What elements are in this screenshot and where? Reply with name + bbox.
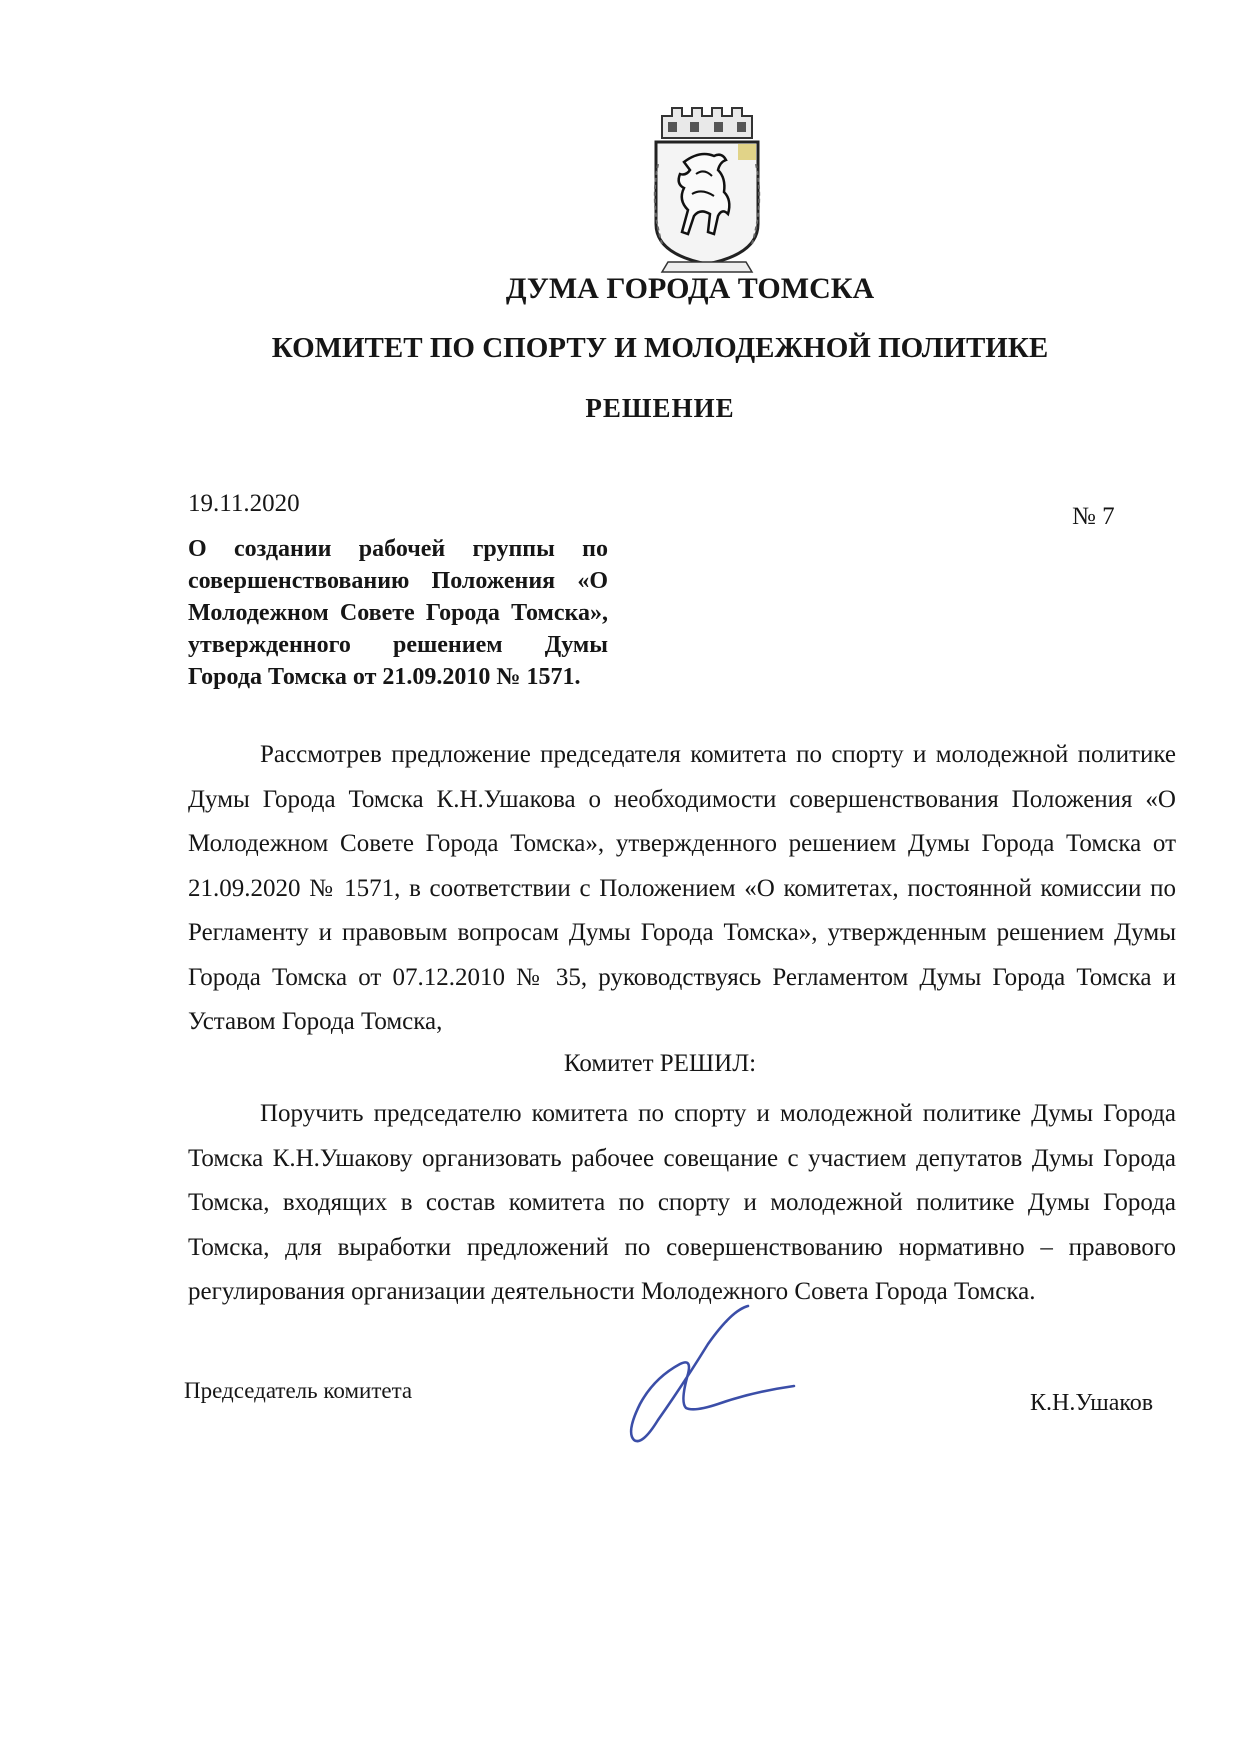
tomsk-coat-of-arms-icon — [648, 104, 766, 280]
document-subject: О создании рабочей группы по совершенствованию Положения «О Молодежном Совете Города Томска», утвержденного решением Думы Города Томска от 21.09.2010 № 1571. — [188, 536, 608, 690]
instruction-paragraph: Поручить председателю комитета по спорту и молодежной политике Думы Города Томска К.Н.Ушакову организовать рабочее совещание с участием депутатов Думы Города Томска, входящих в состав комитета по спорту и молодежной политике Думы Города Томска, для выработки предложений по совершенствованию нормативно – правового регулирования организации деятельности Молодежного Совета Города Томска. — [188, 1100, 1176, 1305]
handwritten-signature-icon — [622, 1300, 802, 1450]
signer-title: Председатель комитета — [184, 1378, 413, 1403]
document-type: РЕШЕНИЕ — [585, 393, 735, 423]
resolved-line: Комитет РЕШИЛ: — [563, 1050, 757, 1077]
preamble-paragraph: Рассмотрев предложение председателя комитета по спорту и молодежной политике Думы Города Томска К.Н.Ушакова о необходимости совершенствования Положения «О Молодежном Совете Города Томска», утвержденного решением Думы Города Томска от 21.09.2020 № 1571, в соответствии с Положением «О комитетах, постоянной комиссии по Регламенту и правовым вопросам Думы Города Томска», утвержденным решением Думы Города Томска от 07.12.2010 № 35, руководствуясь Регламентом Думы Города Томска и Уставом Города Томска, — [188, 741, 1176, 1035]
signer-name: К.Н.Ушаков — [1030, 1390, 1154, 1416]
document-number: № 7 — [1072, 503, 1115, 530]
committee-name: КОМИТЕТ ПО СПОРТУ И МОЛОДЕЖНОЙ ПОЛИТИКЕ — [271, 332, 1049, 364]
document-date: 19.11.2020 — [188, 490, 300, 517]
org-name: ДУМА ГОРОДА ТОМСКА — [505, 272, 875, 305]
